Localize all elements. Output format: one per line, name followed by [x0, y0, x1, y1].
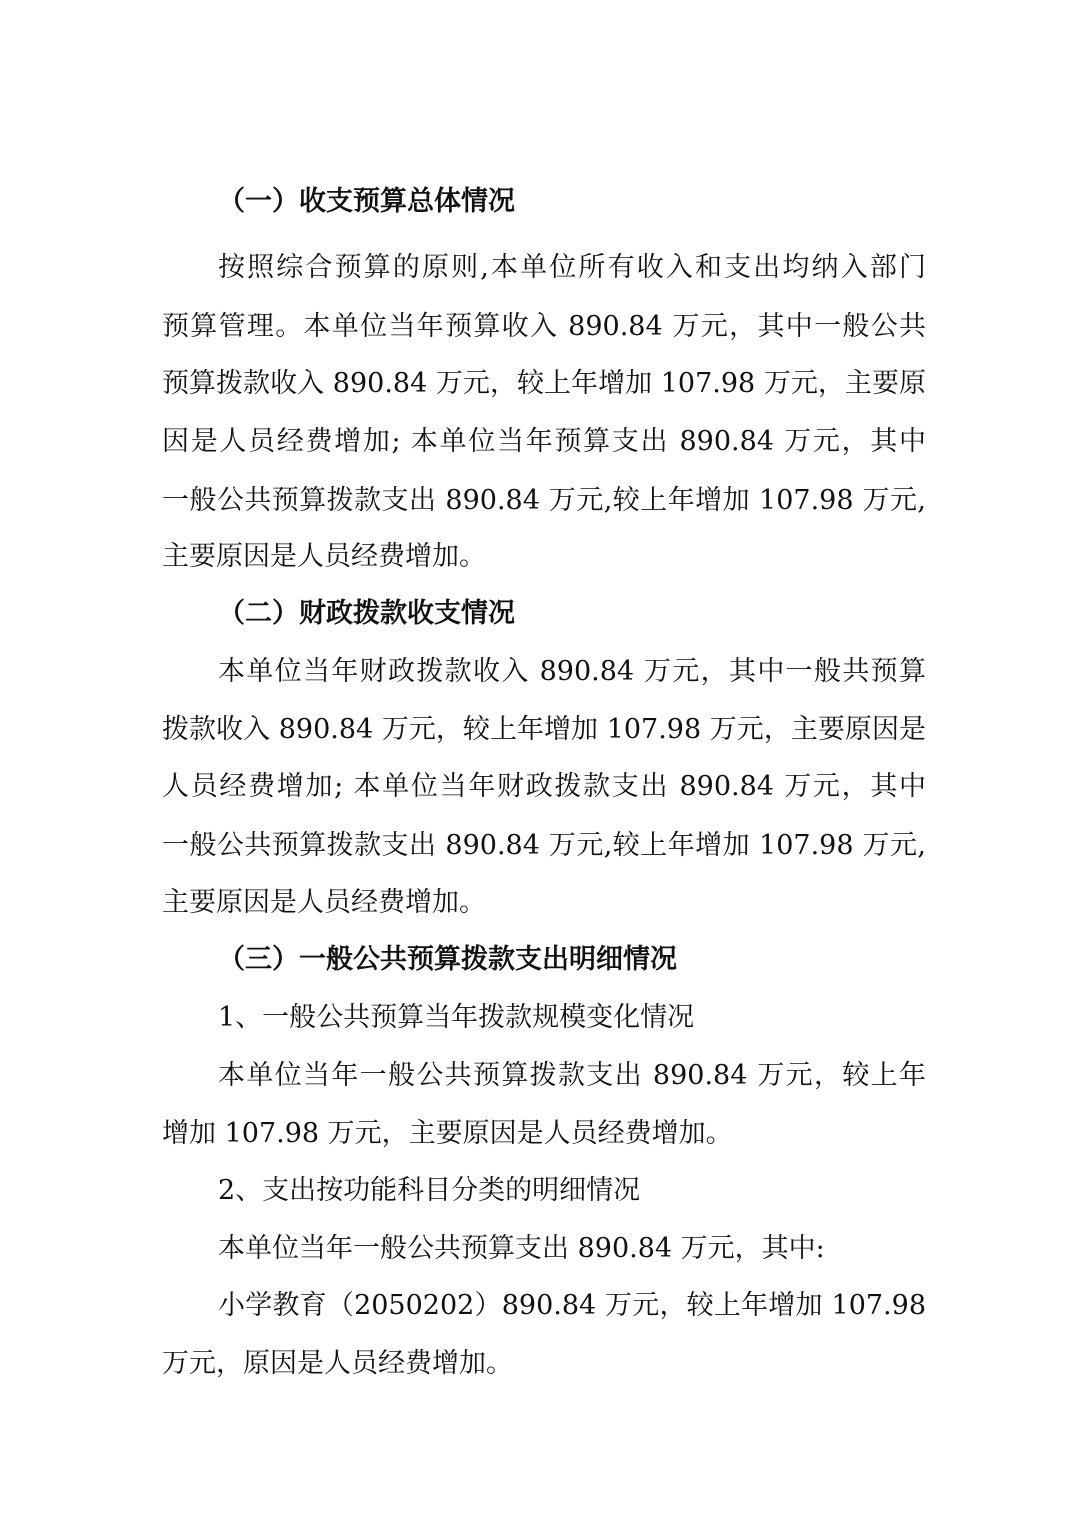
paragraph-line: 一般公共预算拨款支出 890.84 万元,较上年增加 107.98 万元, [162, 830, 926, 861]
subsection-1-title: 1、一般公共预算当年拨款规模变化情况 [218, 1002, 695, 1033]
paragraph-line: 预算管理。本单位当年预算收入 890.84 万元，其中一般公共 [162, 311, 926, 342]
paragraph-line: 主要原因是人员经费增加。 [162, 887, 486, 918]
section-3-heading: （三）一般公共预算拨款支出明细情况 [218, 944, 677, 975]
paragraph-line: 按照综合预算的原则,本单位所有收入和支出均纳入部门 [218, 252, 926, 283]
paragraph-line: 一般公共预算拨款支出 890.84 万元,较上年增加 107.98 万元, [162, 485, 926, 516]
subsection-2-title: 2、支出按功能科目分类的明细情况 [218, 1175, 641, 1206]
paragraph-line: 拨款收入 890.84 万元，较上年增加 107.98 万元，主要原因是 [162, 714, 926, 745]
paragraph-line: 主要原因是人员经费增加。 [162, 541, 486, 572]
paragraph-line: 预算拨款收入 890.84 万元，较上年增加 107.98 万元，主要原 [162, 368, 926, 399]
section-2-heading: （二）财政拨款收支情况 [218, 598, 515, 629]
paragraph-line: 因是人员经费增加; 本单位当年预算支出 890.84 万元，其中 [162, 426, 926, 457]
paragraph-line: 小学教育（2050202）890.84 万元，较上年增加 107.98 [218, 1290, 926, 1321]
paragraph-line: 本单位当年一般公共预算支出 890.84 万元，其中: [218, 1233, 825, 1264]
paragraph-line: 本单位当年财政拨款收入 890.84 万元，其中一般共预算 [218, 656, 926, 687]
paragraph-line: 人员经费增加; 本单位当年财政拨款支出 890.84 万元，其中 [162, 771, 926, 802]
paragraph-line: 万元，原因是人员经费增加。 [162, 1348, 513, 1379]
paragraph-line: 本单位当年一般公共预算拨款支出 890.84 万元，较上年 [218, 1060, 926, 1091]
section-1-heading: （一）收支预算总体情况 [218, 186, 515, 217]
paragraph-line: 增加 107.98 万元，主要原因是人员经费增加。 [162, 1118, 733, 1149]
